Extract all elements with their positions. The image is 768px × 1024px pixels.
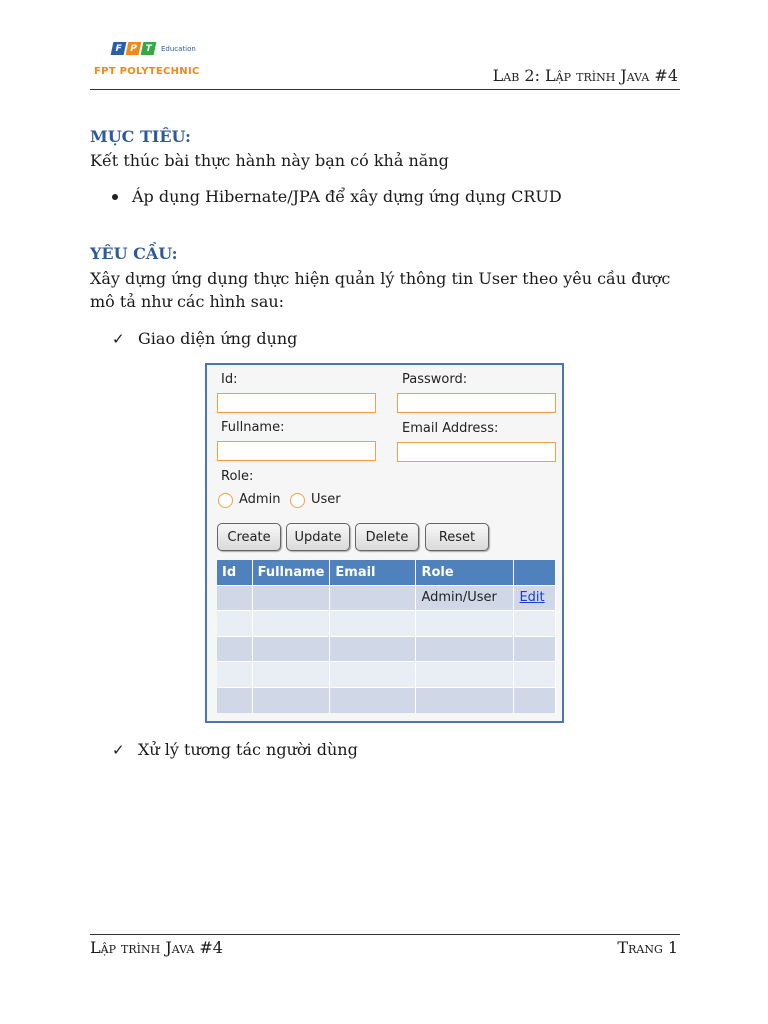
table-row: [217, 611, 556, 637]
password-input[interactable]: [397, 393, 556, 413]
table-cell: [416, 687, 514, 713]
table-cell: [330, 585, 416, 611]
table-cell: [217, 636, 252, 662]
footer-page-number: Trang 1: [617, 938, 678, 957]
admin-radio-label: Admin: [239, 492, 281, 507]
role-cell: Admin/User: [416, 585, 514, 611]
table-cell: [252, 611, 330, 637]
objective-bullet: [112, 187, 562, 206]
column-header-fullname: Fullname: [252, 560, 330, 585]
users-table: [217, 560, 556, 713]
fpt-logo-mark: [112, 42, 196, 55]
edit-link[interactable]: Edit: [519, 590, 545, 606]
requirement-check-text: Xử lý tương tác người dùng: [138, 740, 358, 759]
checkmark-icon: ✓: [112, 329, 125, 348]
id-input[interactable]: [217, 393, 376, 413]
header-divider: [90, 89, 680, 90]
objective-heading: MỤC TIÊU:: [90, 127, 191, 146]
table-cell: [416, 662, 514, 688]
email-label: Email Address:: [402, 421, 499, 436]
fpt-polytechnic-logo: [94, 40, 214, 82]
fullname-input[interactable]: [217, 441, 376, 461]
table-cell: [514, 636, 556, 662]
table-cell: [416, 611, 514, 637]
checkmark-icon: ✓: [112, 740, 125, 759]
email-input[interactable]: [397, 442, 556, 462]
table-row: [217, 636, 556, 662]
password-label: Password:: [402, 372, 468, 387]
action-cell: [514, 585, 556, 611]
requirements-heading: YÊU CẦU:: [90, 244, 178, 263]
table-cell: [252, 636, 330, 662]
column-header-role: Role: [416, 560, 514, 585]
user-radio[interactable]: [290, 493, 305, 508]
column-header-action: [514, 560, 556, 585]
admin-radio[interactable]: [218, 493, 233, 508]
table-cell: [252, 585, 330, 611]
table-cell: [217, 687, 252, 713]
logo-letter-f: F: [111, 42, 127, 55]
table-cell: [217, 585, 252, 611]
update-button[interactable]: Update: [286, 523, 350, 551]
logo-brand-text: FPT POLYTECHNIC: [94, 66, 200, 77]
logo-education-text: Education: [161, 44, 196, 53]
fullname-label: Fullname:: [221, 420, 285, 435]
column-header-id: Id: [217, 560, 252, 585]
id-label: Id:: [221, 372, 238, 387]
table-cell: [514, 662, 556, 688]
objective-bullet-text: Áp dụng Hibernate/JPA để xây dựng ứng dụng CRUD: [132, 187, 562, 206]
table-row: [217, 687, 556, 713]
logo-letter-t: T: [141, 42, 157, 55]
role-label: Role:: [221, 469, 254, 484]
reset-button[interactable]: Reset: [425, 523, 489, 551]
objective-intro: Kết thúc bài thực hành này bạn có khả năng: [90, 151, 449, 170]
table-cell: [330, 687, 416, 713]
logo-letter-p: P: [126, 42, 142, 55]
user-form-figure: [205, 363, 564, 723]
bullet-icon: [112, 194, 118, 200]
delete-button[interactable]: Delete: [355, 523, 419, 551]
create-button[interactable]: Create: [217, 523, 281, 551]
requirement-check-item: [112, 740, 358, 759]
table-cell: [514, 687, 556, 713]
requirement-check-item: [112, 329, 297, 348]
column-header-email: Email: [330, 560, 416, 585]
table-cell: [252, 662, 330, 688]
table-cell: [330, 636, 416, 662]
table-cell: [330, 611, 416, 637]
table-cell: [217, 611, 252, 637]
footer-divider: [90, 934, 680, 935]
table-cell: [416, 636, 514, 662]
footer-course-title: Lập trình Java #4: [90, 938, 223, 957]
user-radio-label: User: [311, 492, 341, 507]
requirements-text: Xây dựng ứng dụng thực hiện quản lý thông tin User theo yêu cầu được mô tả như các hình sau:: [90, 269, 671, 311]
requirement-check-text: Giao diện ứng dụng: [138, 329, 298, 348]
table-row: [217, 662, 556, 688]
table-row: [217, 585, 556, 611]
header-title: Lab 2: Lập trình Java #4: [492, 66, 678, 85]
table-cell: [330, 662, 416, 688]
table-cell: [514, 611, 556, 637]
table-cell: [217, 662, 252, 688]
table-cell: [252, 687, 330, 713]
table-header-row: [217, 560, 556, 585]
